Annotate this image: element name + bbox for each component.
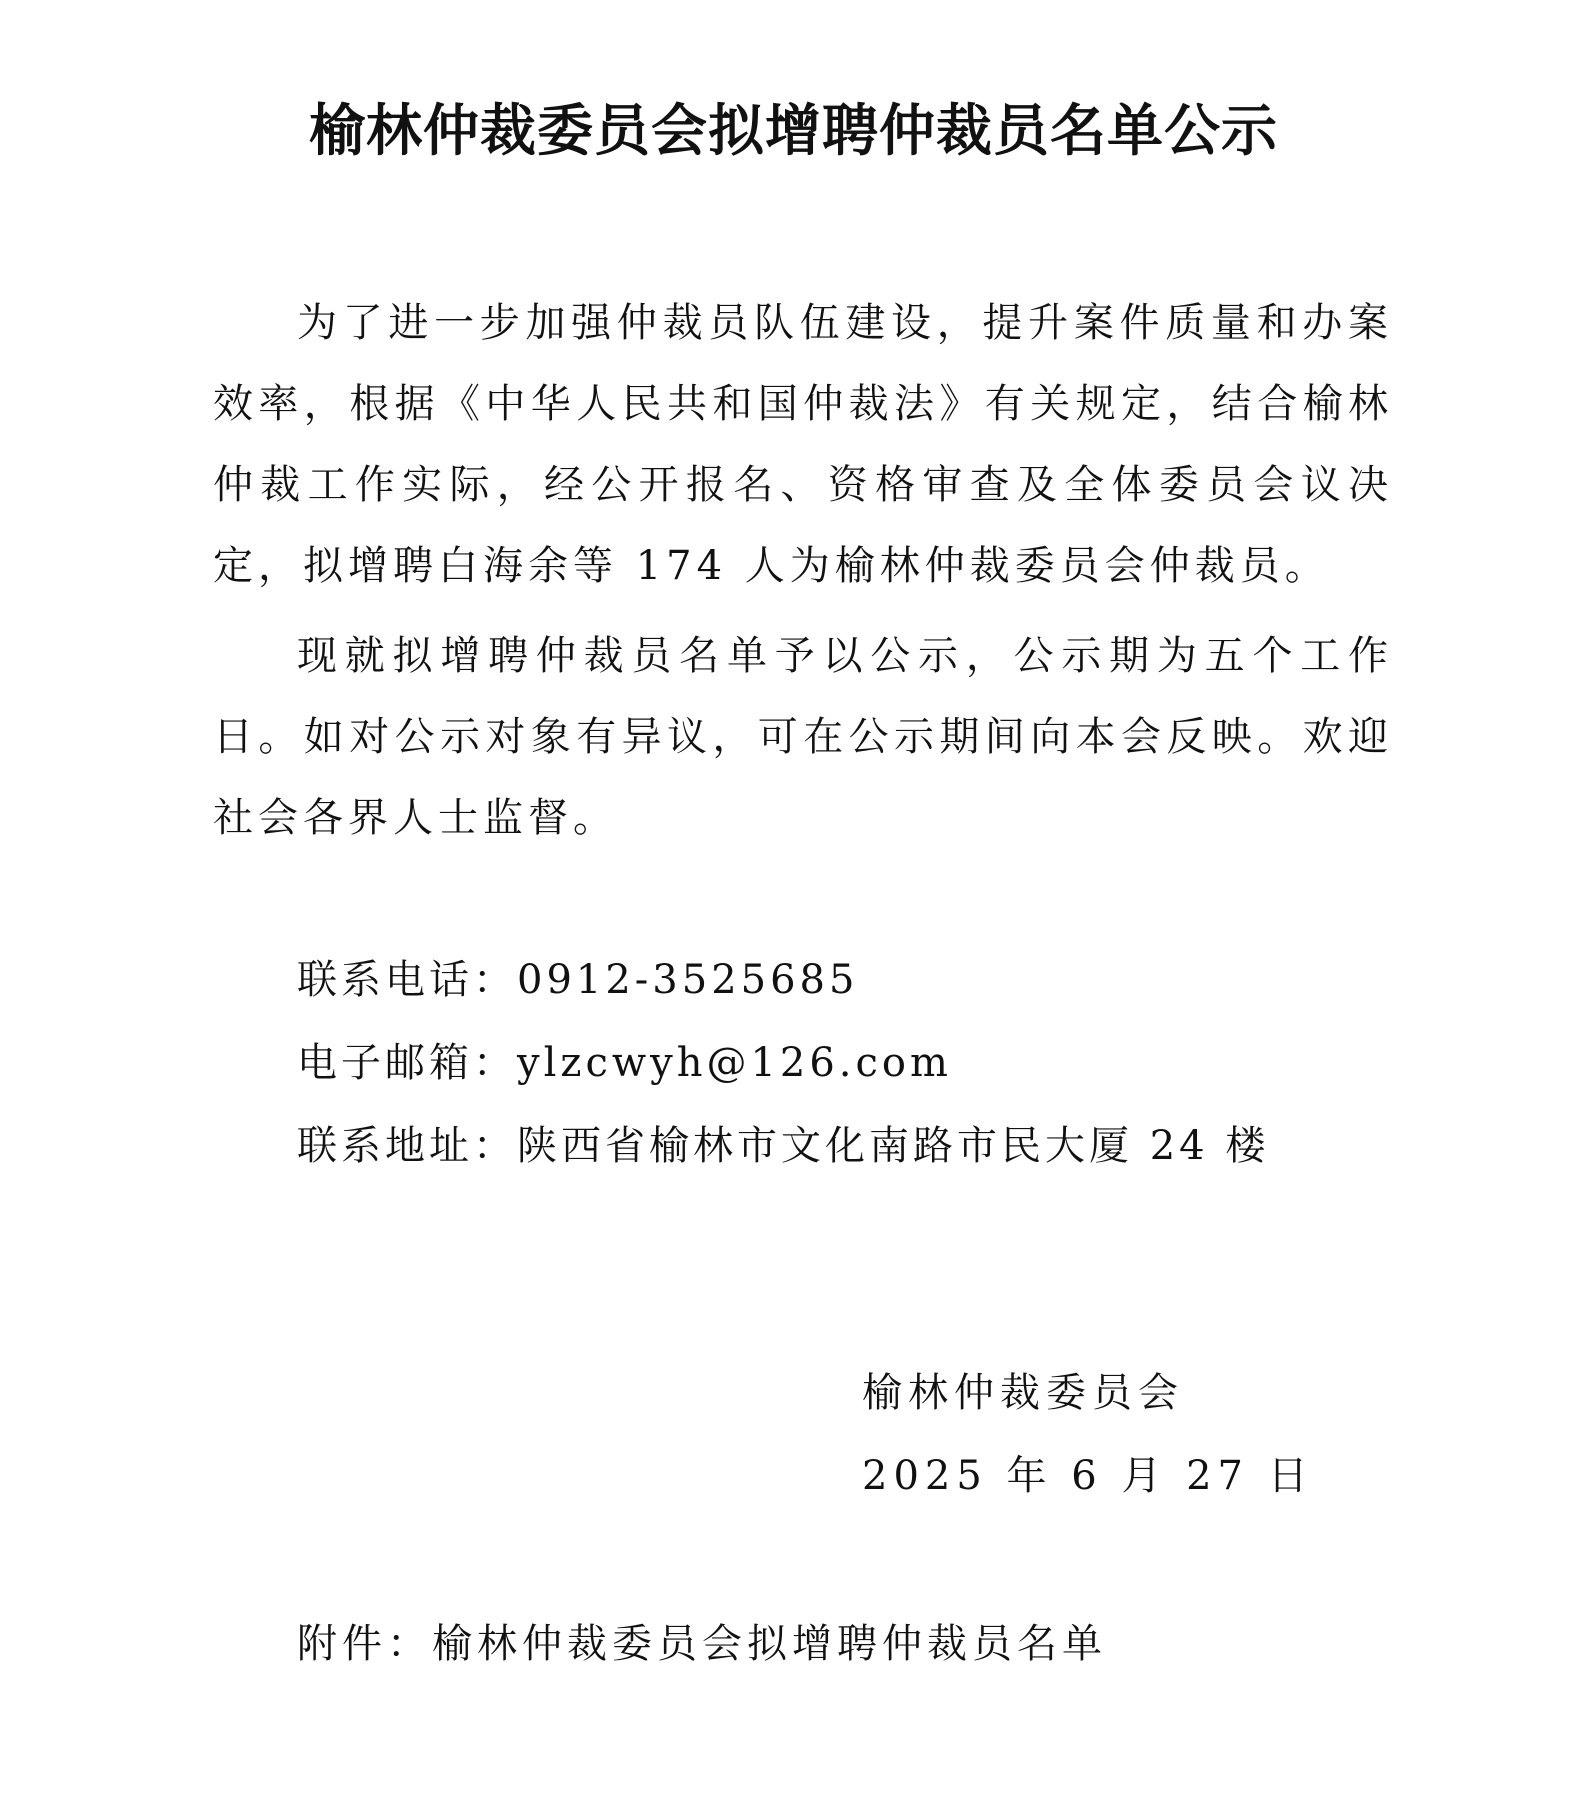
- contact-address: 联系地址：陕西省榆林市文化南路市民大厦 24 楼: [297, 1123, 1270, 1169]
- document-title: 榆林仲裁委员会拟增聘仲裁员名单公示: [309, 98, 1278, 164]
- body-paragraph-1: 为了进一步加强仲裁员队伍建设，提升案件质量和办案效率，根据《中华人民共和国仲裁法》有关规定，结合榆林仲裁工作实际，经公开报名、资格审查及全体委员会议决定，拟增聘白海余等 174 人为榆林仲裁委员会仲裁员。: [213, 300, 1393, 589]
- attachment-note: 附件：榆林仲裁委员会拟增聘仲裁员名单: [297, 1621, 1107, 1667]
- signature-organization: 榆林仲裁委员会: [862, 1370, 1184, 1416]
- body-paragraph-2: 现就拟增聘仲裁员名单予以公示，公示期为五个工作日。如对公示对象有异议，可在公示期间向本会反映。欢迎社会各界人士监督。: [213, 633, 1393, 841]
- contact-email: 电子邮箱：ylzcwyh@126.com: [297, 1040, 952, 1086]
- contact-phone: 联系电话：0912-3525685: [297, 957, 859, 1003]
- signature-date: 2025 年 6 月 27 日: [862, 1453, 1314, 1499]
